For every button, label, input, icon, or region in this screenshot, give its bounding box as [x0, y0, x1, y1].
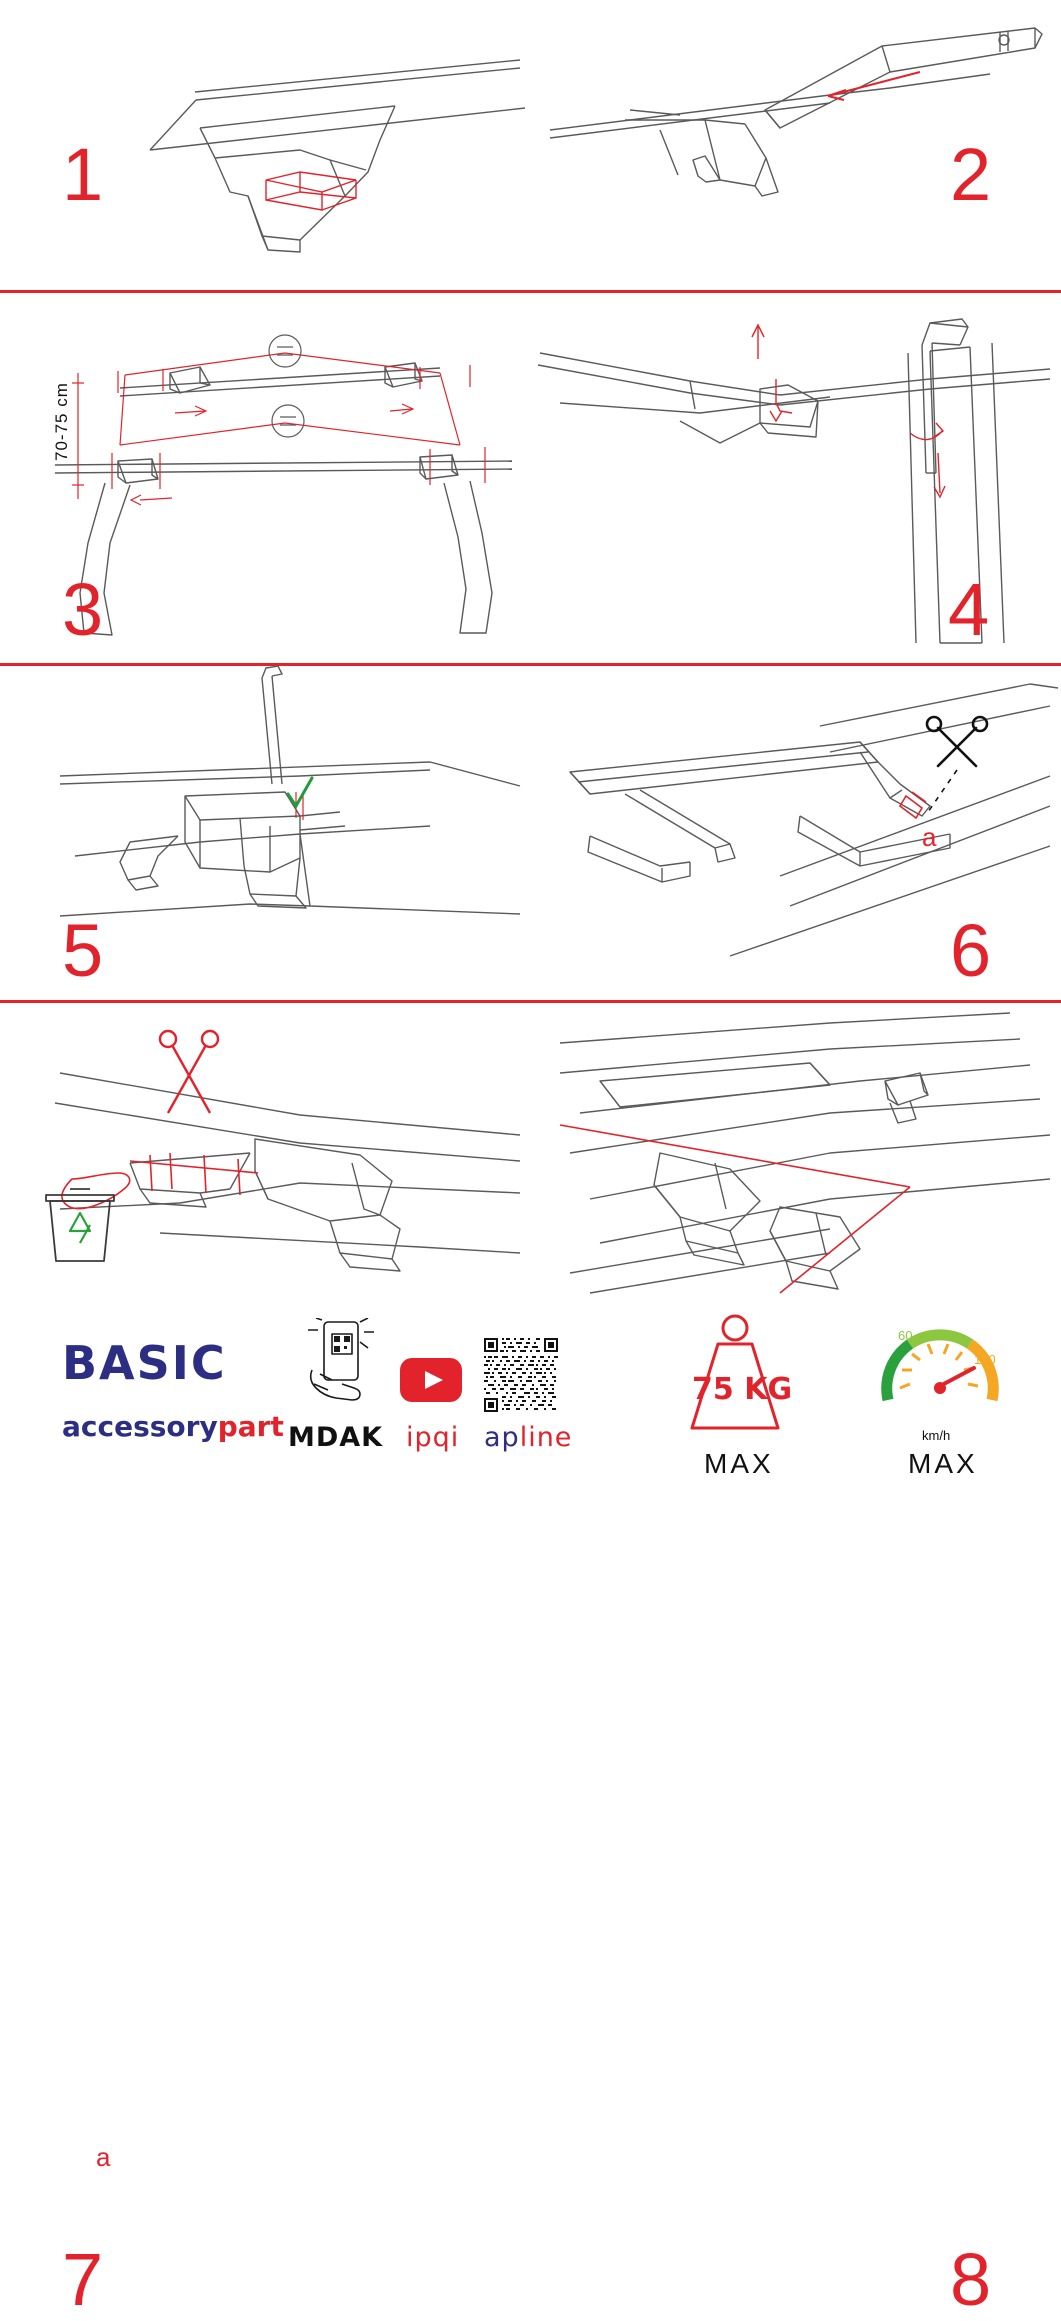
footer-branding [0, 1300, 1061, 1500]
step-number-1: 1 [62, 133, 104, 216]
qr-code-icon[interactable] [484, 1338, 558, 1412]
speed-max-label: MAX [908, 1448, 978, 1479]
mdak-logo: MDAK [288, 1422, 384, 1453]
svg-text:120: 120 [974, 1352, 996, 1367]
ipqi-logo: ipqi [406, 1422, 460, 1453]
weight-max-label: MAX [704, 1448, 774, 1479]
step-4-panel [530, 293, 1061, 663]
apline-logo [484, 1422, 572, 1453]
ap-word: ap [484, 1422, 520, 1453]
step-5-panel [0, 666, 530, 1000]
qr-scan-phone-icon [300, 1318, 380, 1412]
step-1-panel [0, 0, 530, 290]
step-2-panel [530, 0, 1061, 290]
step-7-illustration [0, 1003, 530, 1300]
step-number-4: 4 [948, 568, 990, 651]
step-number-6: 6 [950, 909, 992, 992]
step-8-illustration [530, 1003, 1061, 1300]
speedometer-icon [870, 1312, 1010, 1432]
part-word: part [217, 1410, 284, 1443]
youtube-icon[interactable] [400, 1358, 462, 1402]
label-a-step7: a [96, 2142, 111, 2172]
step-number-5: 5 [62, 909, 104, 992]
speed-unit-label: km/h [922, 1428, 951, 1443]
step-number-3: 3 [62, 568, 104, 651]
step-number-2: 2 [950, 133, 992, 216]
dimension-label: 70-75 cm [52, 382, 71, 461]
step-3-panel [0, 293, 530, 663]
accessory-word: accessory [62, 1410, 218, 1443]
step-number-7: 7 [62, 2238, 104, 2321]
step-6-panel [530, 666, 1061, 1000]
basic-logo: BASIC [62, 1336, 227, 1390]
step-number-8: 8 [950, 2238, 992, 2321]
accessorypart-logo [62, 1410, 284, 1443]
label-a-step6: a [922, 822, 937, 852]
svg-text:60: 60 [898, 1328, 913, 1343]
line-word: line [519, 1422, 573, 1453]
weight-value: 75 KG [692, 1372, 793, 1407]
